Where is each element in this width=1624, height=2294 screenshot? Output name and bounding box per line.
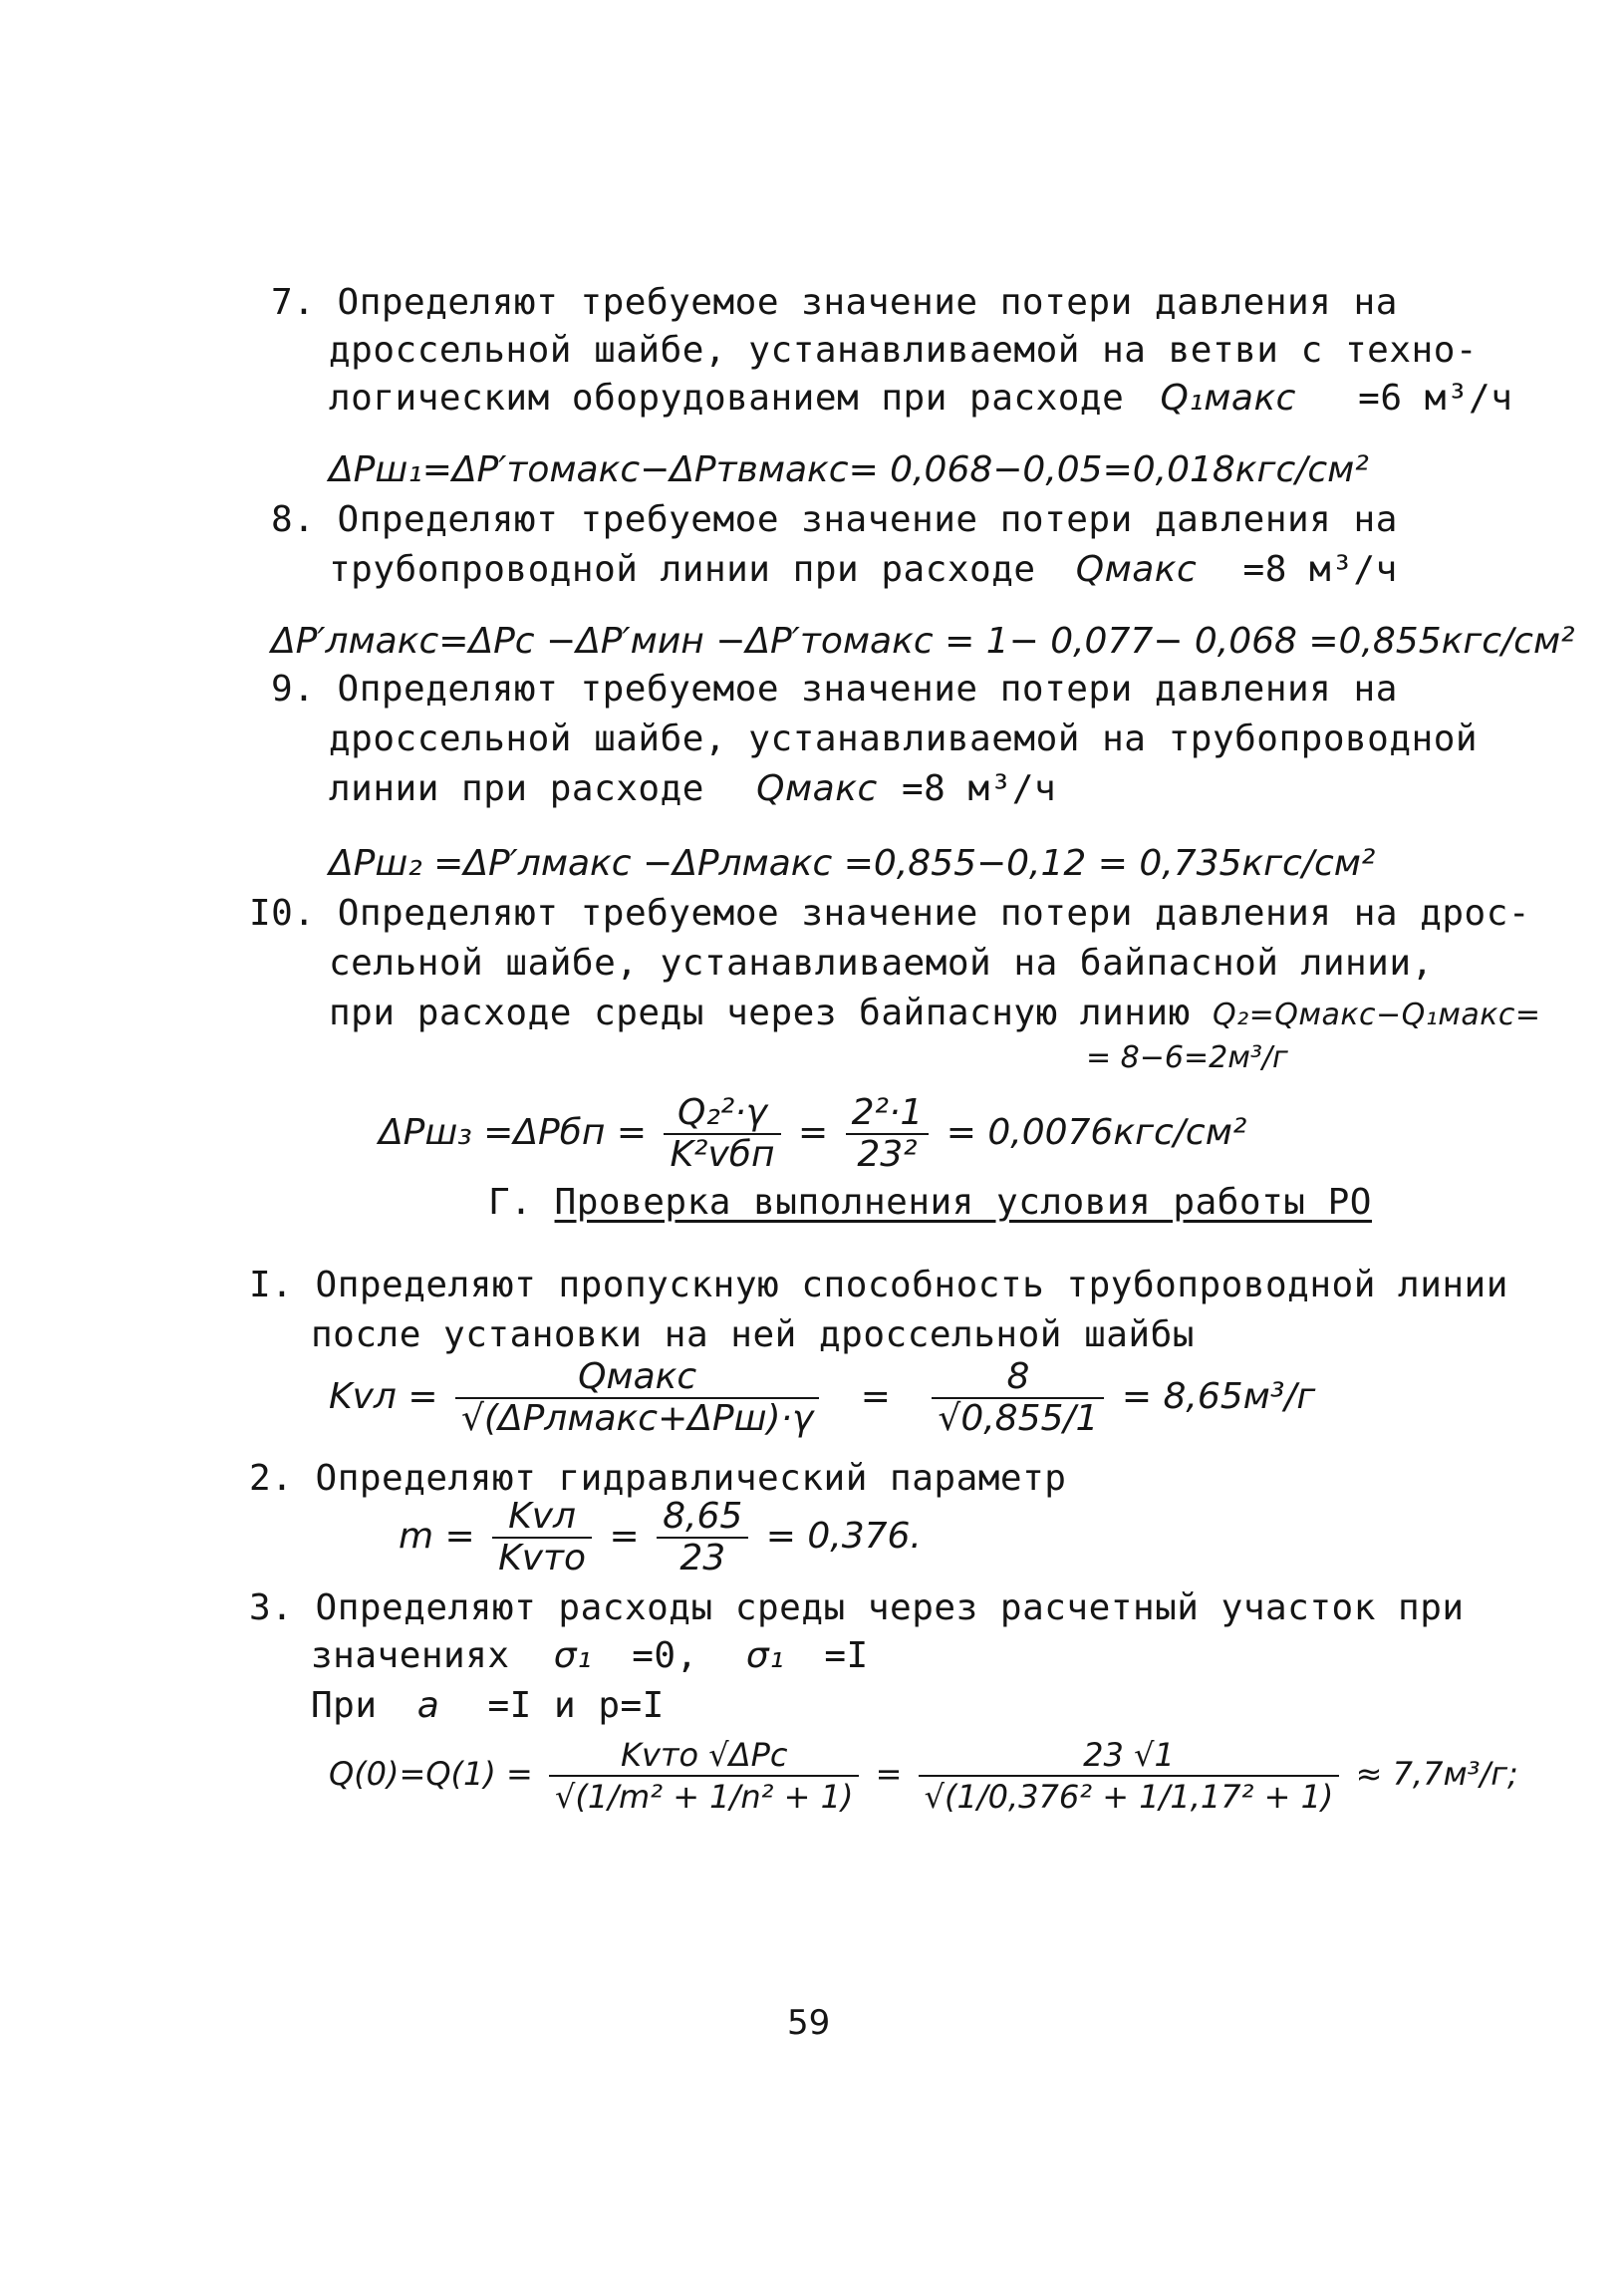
item10-formula-equals: =	[798, 1112, 829, 1153]
item10-fraction-1-numerator: Q₂²·γ	[664, 1093, 780, 1135]
check3-fraction-2-numerator: 23 √1	[919, 1735, 1340, 1777]
check1-formula-result: = 8,65м³/г	[1121, 1376, 1316, 1417]
check1-fraction-2-denominator: √0,855/1	[938, 1398, 1099, 1439]
check3-fraction-2-denominator: √(1/0,376² + 1/1,17² + 1)	[924, 1778, 1334, 1816]
item10-line3	[329, 992, 1541, 1037]
check3-line3-end: =I и p=I	[487, 1685, 665, 1726]
item9-line3-text: линии при расходе	[329, 768, 704, 809]
section-g-heading	[488, 1181, 1372, 1225]
item7-line2: дроссельной шайбе, устанавливаемой на ветви с техно-	[329, 330, 1479, 371]
item10-line2: сельной шайбе, устанавливаемой на байпасной линии,	[329, 943, 1434, 984]
item8-line2-end: =8 м³/ч	[1242, 549, 1398, 590]
item10-fraction-2-numerator: 2²·1	[846, 1093, 930, 1135]
check1-line1: I. Определяют пропускную способность трубопроводной линии	[249, 1265, 1508, 1305]
item8-line2-text: трубопроводной линии при расходе	[329, 549, 1036, 590]
check3-line2	[311, 1634, 869, 1678]
check2-fraction-1	[492, 1497, 592, 1578]
check2-formula-lhs: m =	[399, 1516, 475, 1557]
item10-fraction-1-denominator: K²vбп	[670, 1134, 775, 1175]
check1-fraction-1	[455, 1357, 819, 1439]
item9-formula: ΔPш₂ =ΔP′лмакс −ΔPлмакс =0,855−0,12 = 0,735кгс/см²	[329, 843, 1376, 884]
item9-line3	[329, 767, 1056, 811]
check2-line1: 2. Определяют гидравлический параметр	[249, 1458, 1067, 1499]
check3-fraction-1-denominator: √(1/m² + 1/n² + 1)	[555, 1778, 854, 1816]
item7-line3-text: логическим оборудованием при расходе	[329, 378, 1125, 419]
item10-bypass-flow-result: = 8−6=2м³/г	[1086, 1040, 1288, 1075]
item7-formula: ΔPш₁=ΔP′томакс−ΔPтвмакс= 0,068−0,05=0,018кгс/см²	[329, 449, 1369, 490]
check1-fraction-1-numerator: Qмакс	[455, 1357, 819, 1399]
check2-fraction-2	[657, 1497, 748, 1578]
check3-formula-equals: =	[875, 1755, 903, 1793]
section-g-title: Проверка выполнения условия работы РО	[554, 1182, 1372, 1223]
check3-line1: 3. Определяют расходы среды через расчетный участок при	[249, 1587, 1465, 1628]
item8-symbol-qmax: Qмакс	[1075, 549, 1198, 590]
check3-sigma-1-value: =0,	[632, 1635, 698, 1676]
check3-formula	[329, 1729, 1518, 1819]
check2-fraction-1-denominator: Kvто	[498, 1538, 587, 1578]
check3-sigma-2-value: =I	[824, 1635, 869, 1676]
check1-line2: после установки на ней дроссельной шайбы	[311, 1314, 1195, 1355]
item10-fraction-1	[664, 1093, 780, 1175]
item10-line1: I0. Определяют требуемое значение потери давления на дрос-	[249, 893, 1531, 934]
check3-fraction-1	[549, 1735, 859, 1817]
item8-formula: ΔP′лмакс=ΔPс −ΔP′мин −ΔP′томакс = 1− 0,077− 0,068 =0,855кгс/см²	[271, 621, 1575, 662]
item9-line3-end: =8 м³/ч	[901, 768, 1057, 809]
check3-line2-text: значениях	[311, 1635, 510, 1676]
check2-formula-equals: =	[609, 1516, 640, 1557]
check1-fraction-2	[932, 1357, 1104, 1439]
check2-fraction-2-numerator: 8,65	[657, 1497, 748, 1539]
page-number: 59	[787, 2003, 831, 2043]
check1-formula-equals: =	[860, 1376, 891, 1417]
check3-fraction-2	[919, 1735, 1340, 1817]
check1-formula	[329, 1355, 1315, 1439]
check1-fraction-1-denominator: √(ΔPлмакс+ΔPш)·γ	[460, 1398, 814, 1439]
check3-symbol-a: a	[416, 1685, 440, 1726]
item7-line3	[329, 377, 1512, 421]
item10-line3-text: при расходе среды через байпасную линию	[329, 993, 1191, 1033]
check1-fraction-2-numerator: 8	[932, 1357, 1104, 1399]
check2-fraction-1-numerator: Kvл	[492, 1497, 592, 1539]
check3-line3	[311, 1684, 665, 1728]
item8-line1: 8. Определяют требуемое значение потери давления на	[271, 499, 1398, 540]
item7-line1: 7. Определяют требуемое значение потери давления на	[271, 282, 1398, 323]
item8-line2	[329, 548, 1398, 592]
item7-line3-end: =6 м³/ч	[1358, 378, 1513, 419]
check3-fraction-1-numerator: Kvто √ΔPс	[549, 1735, 859, 1777]
item9-symbol-qmax: Qмакс	[756, 768, 878, 809]
check3-line3-text: При	[311, 1685, 378, 1726]
item10-formula-result: = 0,0076кгс/см²	[946, 1112, 1247, 1153]
item9-line2: дроссельной шайбе, устанавливаемой на трубопроводной	[329, 718, 1479, 759]
item9-line1: 9. Определяют требуемое значение потери давления на	[271, 669, 1398, 710]
check3-formula-lhs: Q(0)=Q(1) =	[329, 1755, 533, 1793]
check3-sigma-1: σ₁	[553, 1635, 593, 1676]
check2-formula	[399, 1495, 922, 1578]
item10-formula	[379, 1091, 1246, 1175]
item10-bypass-flow: Q₂=Qмакс−Q₁макс=	[1212, 998, 1541, 1032]
check1-formula-lhs: Kvл =	[329, 1376, 438, 1417]
check3-formula-result: ≈ 7,7м³/г;	[1355, 1755, 1518, 1793]
item10-fraction-2	[846, 1093, 930, 1175]
check2-fraction-2-denominator: 23	[679, 1538, 726, 1578]
item10-fraction-2-denominator: 23²	[857, 1134, 918, 1175]
check2-formula-result: = 0,376.	[765, 1516, 922, 1557]
check3-sigma-2: σ₁	[745, 1635, 785, 1676]
item7-symbol-qmax: Q₁макс	[1160, 378, 1296, 419]
item10-formula-lhs: ΔPш₃ =ΔPбп =	[379, 1112, 647, 1153]
section-g-label: Г.	[488, 1182, 533, 1223]
